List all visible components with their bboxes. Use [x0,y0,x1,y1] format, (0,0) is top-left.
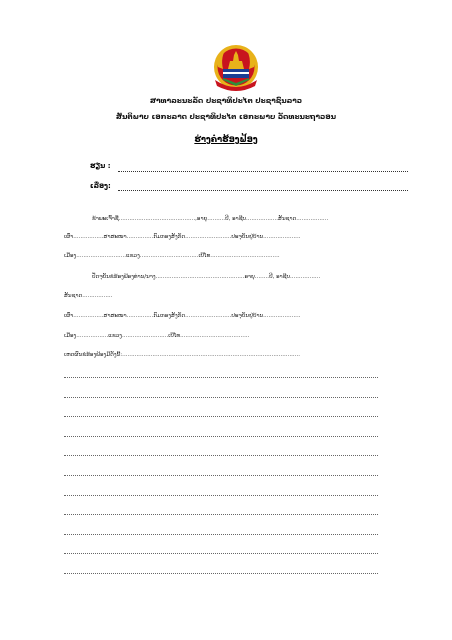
reason-writing-line[interactable] [64,573,378,574]
lao-national-emblem-icon [211,42,261,92]
subject-input-line[interactable] [118,190,408,191]
reason-writing-line[interactable] [64,475,378,476]
reason-writing-line[interactable] [64,455,378,456]
reason-writing-line[interactable] [64,377,378,378]
paragraph1-line3: ເມືອງ............................ແຂວງ.................................ເບີໂທ....................................... [64,253,280,259]
to-input-line[interactable] [118,171,408,172]
paragraph2-line4: ເມືອງ..................ແຂວງ..........................ເບີໂທ....................................... [64,333,250,339]
paragraph2-line1: ປັດຈຸບັນຂໍຮ້ອງຟ້ອງທ່ານ/ນາງ..................................................ອາຍຸ........ປີ, ອາຊີບ................. [92,274,321,280]
paragraph2-line3: ເຜົ່າ.................ສາສະໜາ...............ກົມກອງສັງກັດ..........................ປະຈຸບັນຢູ່ບ້ານ..................... [64,313,301,319]
reason-writing-line[interactable] [64,553,378,554]
subject-label: ເລື່ອງ: [90,182,111,190]
to-label: ຮຽນ : [90,162,111,170]
paragraph1-line1: ຂ້າພະເຈົ້າຊື່...........................................,ອາຍຸ..........ປີ, ອາຊີບ..................ສັນຊາດ.................. [92,216,329,222]
header-line-1: ສາທາລະນະລັດ ປະຊາທິປະໄຕ ປະຊາຊົນລາວ [149,96,303,105]
document-title: ຮ່າງຄຳຮ້ອງຟ້ອງ [194,134,258,144]
reason-writing-line[interactable] [64,416,378,417]
header-line-2: ສັນຕິພາບ ເອກະລາດ ປະຊາທິປະໄຕ ເອກະພາບ ວັດທະນະຖາວອນ [115,112,337,121]
reason-label: ເຫດຜົນຂໍຮ້ອງຟ້ອງມີດັ່ງນີ້:.................................................................................................... [64,352,300,358]
reason-writing-line[interactable] [64,514,378,515]
reason-writing-line[interactable] [64,397,378,398]
paragraph1-line2: ເຜົ່າ.................ສາສະໜາ...............ກົມກອງສັງກັດ..........................ປະຈຸບັນຢູ່ບ້ານ..................... [64,234,301,240]
reason-writing-line[interactable] [64,436,378,437]
paragraph2-line2: ສັນຊາດ................. [64,293,113,299]
reason-writing-line[interactable] [64,534,378,535]
reason-writing-line[interactable] [64,495,378,496]
